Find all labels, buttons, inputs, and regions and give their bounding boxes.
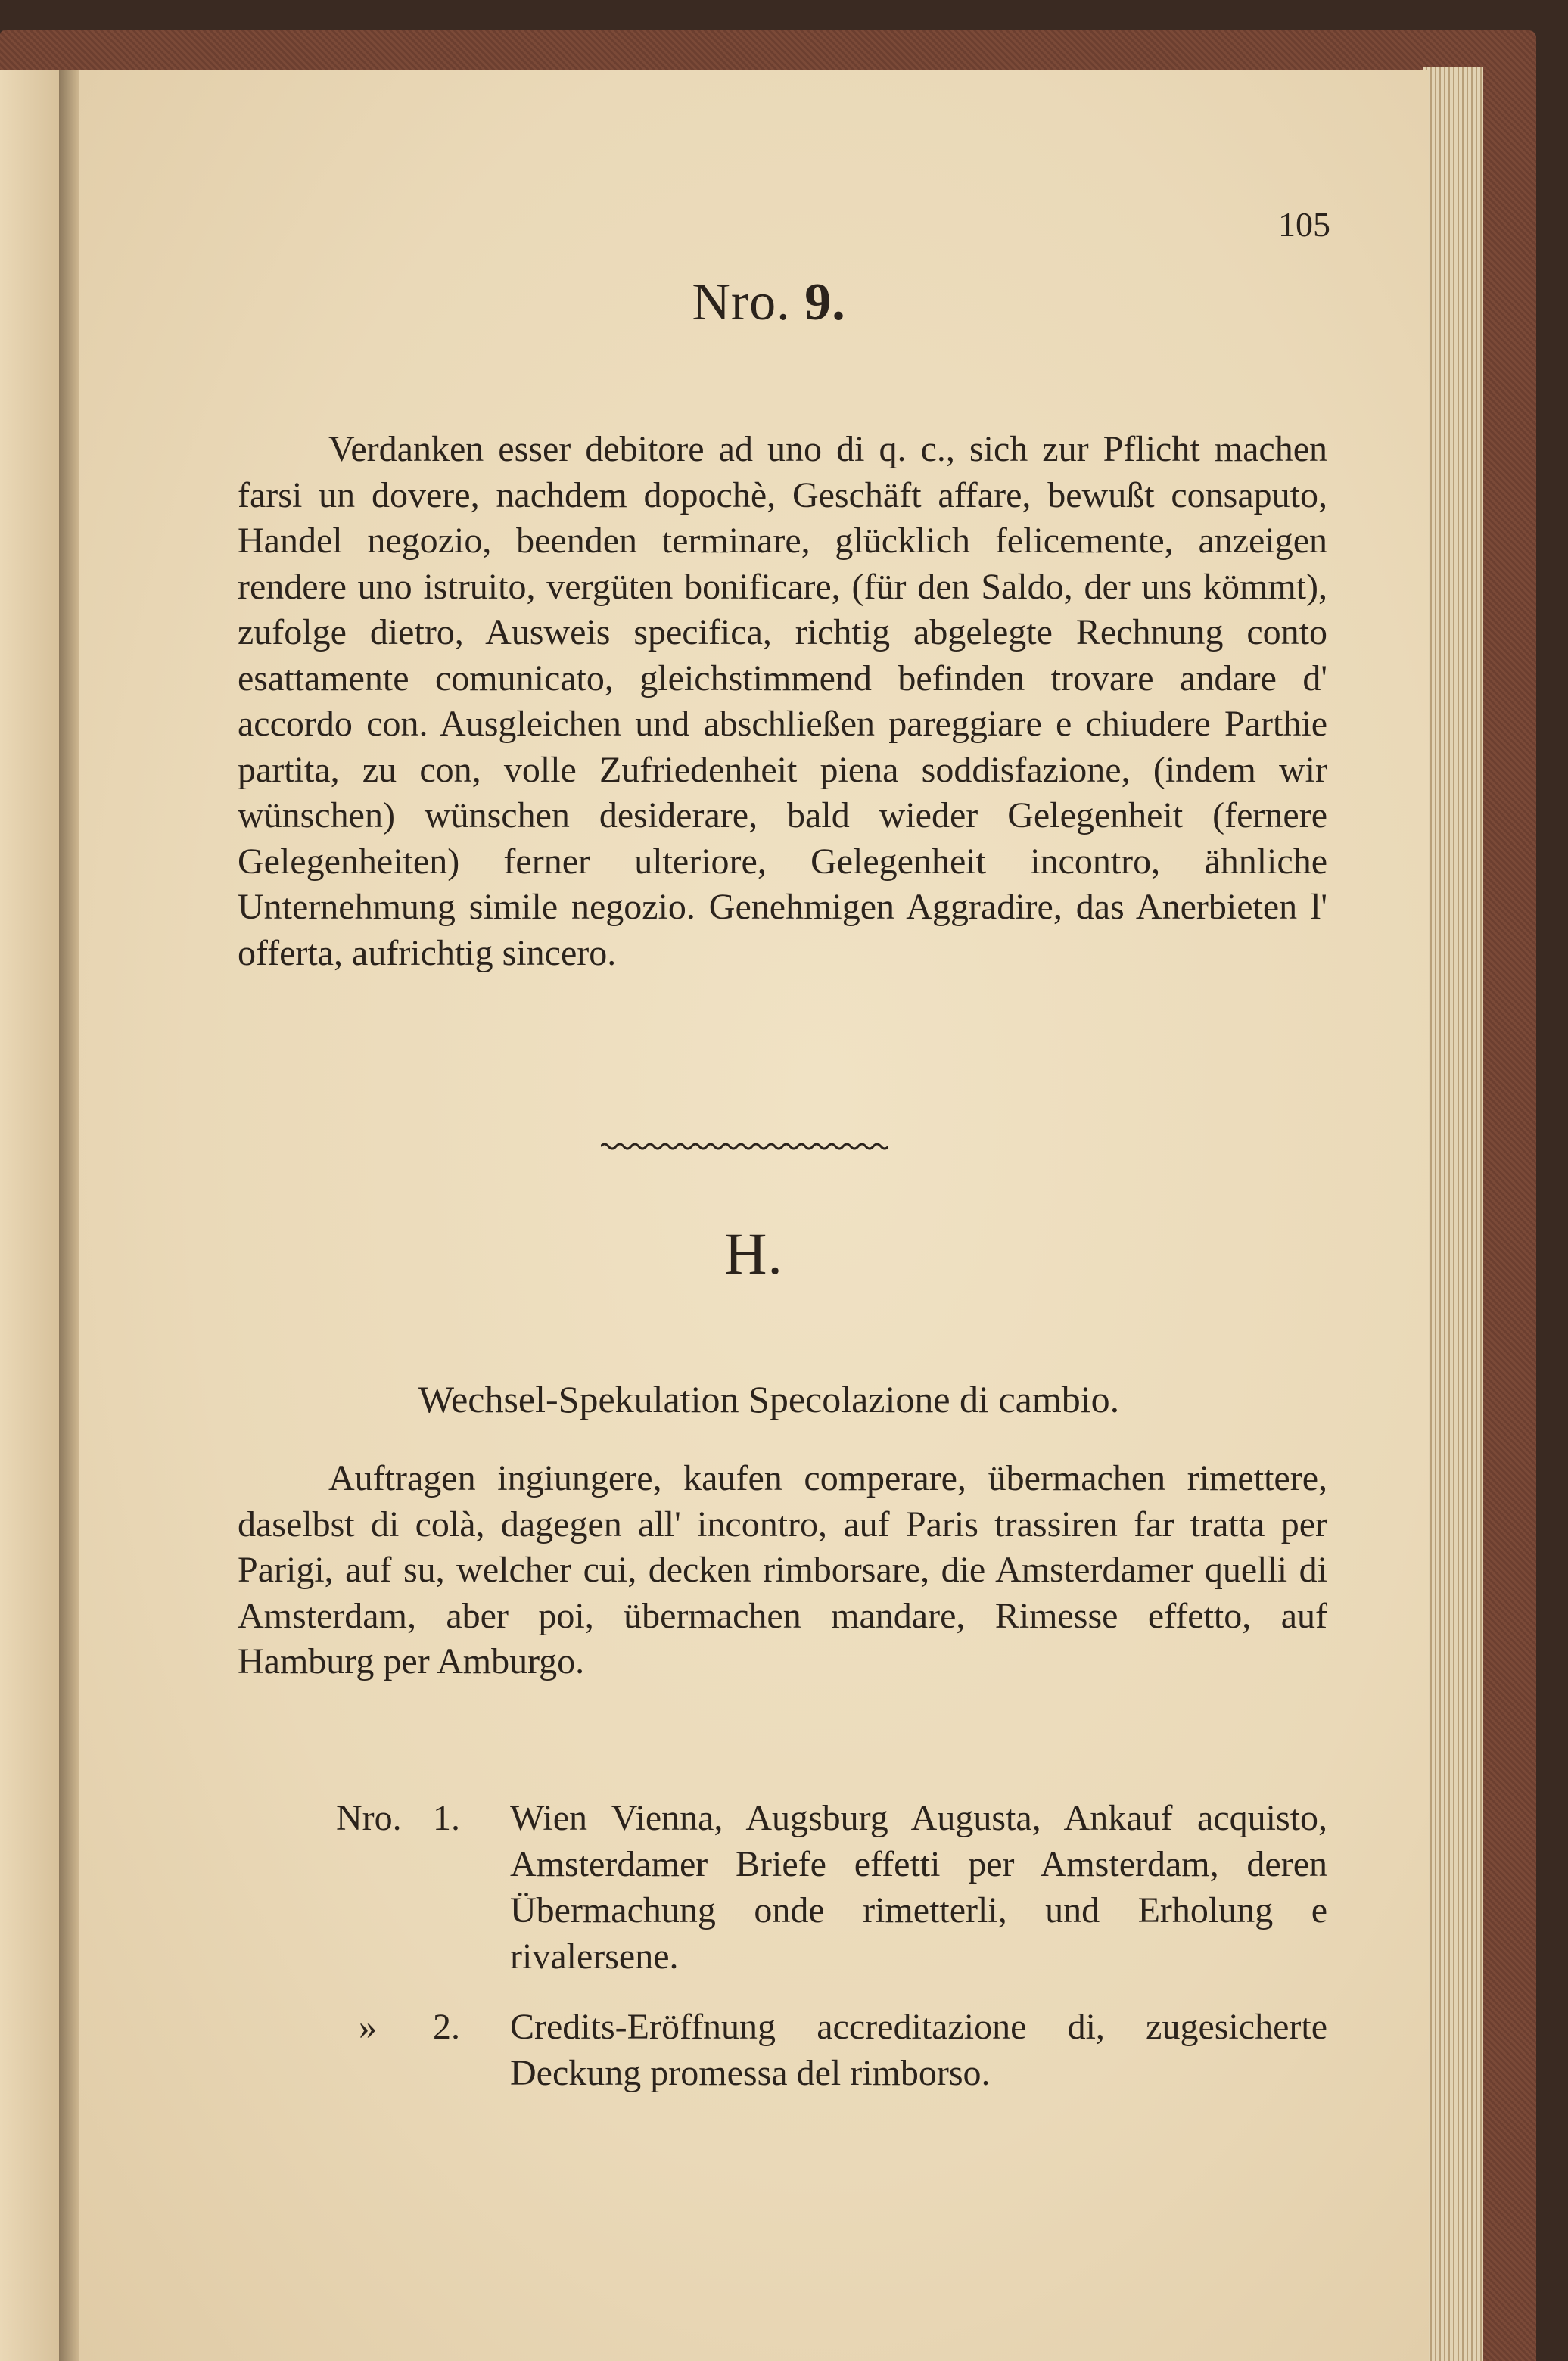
entry-heading-prefix: Nro. — [692, 273, 791, 331]
item-number: 1. — [433, 1798, 460, 1838]
item-number: 2. — [433, 2007, 460, 2047]
item-label: Nro. — [336, 1798, 402, 1838]
section-title: Wechsel-Spekulation Specolazione di cambio. — [418, 1378, 1120, 1420]
item-text: Wien Vienna, Augsburg Augusta, Ankauf acquisto, Amsterdamer Briefe effetti per Amsterdam, deren Übermachung onde rimetterli, und Erholung e rivalersene. — [510, 1798, 1327, 1977]
entry-heading — [79, 272, 1429, 333]
list-item — [238, 1795, 1327, 1980]
entry-heading-number: 9. — [804, 273, 846, 331]
vocabulary-paragraph-1: Verdanken esser debitore ad uno di q. c., sich zur Pflicht machen farsi un dovere, nachdem dopochè, Geschäft affare, bewußt consaputo, Handel negozio, beenden terminare, glücklich felicemente, anzeigen rendere uno istruito, vergüten bonificare, (für den Saldo, der uns kömmt), zufolge dietro, Ausweis specifica, richtig abgelegte Rechnung conto esattamente comunicato, gleichstimmend befinden trovare andare d' accordo con. Ausgleichen und abschließen pareggiare e chiudere Parthie partita, zu con, volle Zufriedenheit piena soddisfazione, (indem wir wünschen) wünschen desiderare, bald wieder Gelegenheit (fernere Gelegenheiten) ferner ulteriore, Gelegenheit incontro, ähnliche Unternehmung simile negozio. Genehmigen Aggradire, das Anerbieten l' offerta, aufrichtig sincero. — [238, 429, 1327, 973]
book-page — [79, 70, 1429, 2361]
item-label: » — [359, 2007, 377, 2047]
page-number: 105 — [1278, 205, 1330, 244]
list-item — [238, 2004, 1327, 2096]
vocabulary-paragraph-2: Auftragen ingiungere, kaufen comperare, übermachen rimettere, daselbst di colà, dagegen all' incontro, auf Paris trassiren far tratta per Parigi, auf su, welcher cui, decken rimborsare, die Amsterdamer quelli di Amsterdam, aber poi, übermachen mandare, Rimesse effetto, auf Hamburg per Amburgo. — [238, 1458, 1327, 1681]
facing-page-edge — [0, 70, 61, 2361]
section-letter: H. — [724, 1221, 783, 1286]
page-stack-edge — [1423, 67, 1483, 2361]
item-text: Credits-Eröffnung accreditazione di, zugesicherte Deckung promessa del rimborso. — [510, 2007, 1327, 2093]
ornamental-divider — [601, 1141, 888, 1152]
